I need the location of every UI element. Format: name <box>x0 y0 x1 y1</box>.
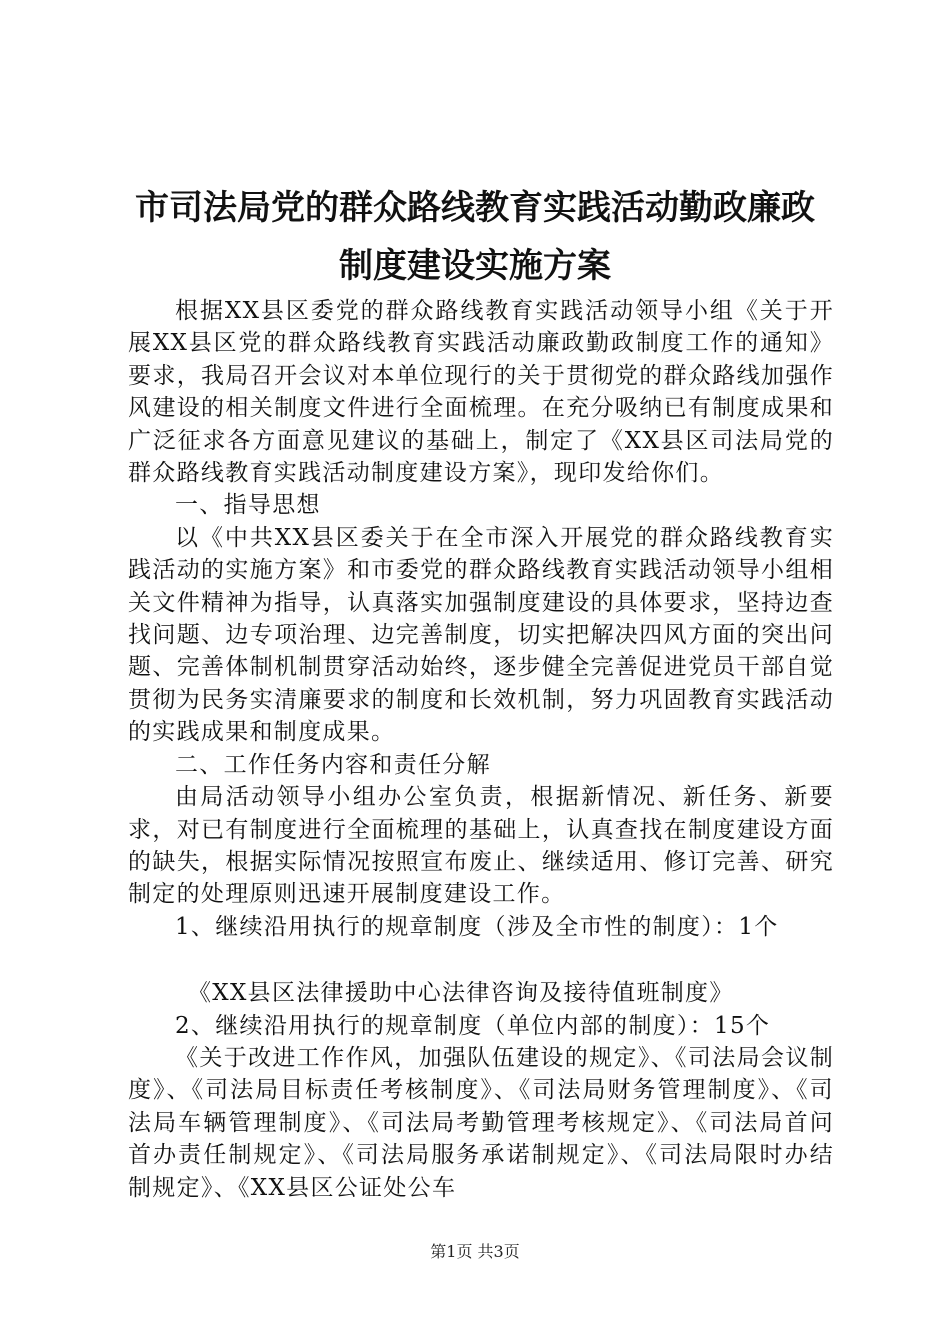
guiding-ideology-paragraph: 以《中共XX县区委关于在全市深入开展党的群众路线教育实践活动的实施方案》和市委党的群众路线教育实践活动领导小组相关文件精神为指导，认真落实加强制度建设的具体要求，坚持边查找问题、边专项治理、边完善制度，切实把解决四风方面的突出问题、完善体制机制贯穿活动始终，逐步健全完善促进党员干部自觉贯彻为民务实清廉要求的制度和长效机制，努力巩固教育实践活动的实践成果和制度成果。 <box>128 524 834 746</box>
intro-paragraph: 根据XX县区委党的群众路线教育实践活动领导小组《关于开展XX县区党的群众路线教育实践活动廉政勤政制度工作的通知》要求，我局召开会议对本单位现行的关于贯彻党的群众路线加强作风建设的相关制度文件进行全面梳理。在充分吸纳已有制度成果和广泛征求各方面意见建议的基础上，制定了《XX县区司法局党的群众路线教育实践活动制度建设方案》，现印发给你们。 <box>128 298 834 487</box>
list-item-2-heading: 2、继续沿用执行的规章制度（单位内部的制度）：15个 <box>175 1012 771 1039</box>
document-title-line-2: 制度建设实施方案 <box>339 246 611 286</box>
tasks-paragraph: 由局活动领导小组办公室负责，根据新情况、新任务、新要求，对已有制度进行全面梳理的基础上，认真查找在制度建设方面的缺失，根据实际情况按照宣布废止、继续适用、修订完善、研究制定的处理原则迅速开展制度建设工作。 <box>128 784 834 908</box>
section-heading-guiding-ideology: 一、指导思想 <box>175 492 321 519</box>
list-item-1-content: 《XX县区法律援助中心法律咨询及接待值班制度》 <box>188 980 734 1007</box>
list-item-2-content: 《关于改进工作作风，加强队伍建设的规定》、《司法局会议制度》、《司法局目标责任考核制度》、《司法局财务管理制度》、《司法局车辆管理制度》、《司法局考勤管理考核规定》、《司法局首问首办责任制规定》、《司法局服务承诺制规定》、《司法局限时办结制规定》、《XX县区公证处公车 <box>128 1044 834 1201</box>
page-footer: 第1页 共3页 <box>430 1242 520 1261</box>
section-heading-tasks: 二、工作任务内容和责任分解 <box>175 751 491 778</box>
document-body <box>128 295 834 1204</box>
document-title-line-1: 市司法局党的群众路线教育实践活动勤政廉政 <box>135 188 815 228</box>
list-item-1-heading: 1、继续沿用执行的规章制度（涉及全市性的制度）：1个 <box>175 913 779 940</box>
